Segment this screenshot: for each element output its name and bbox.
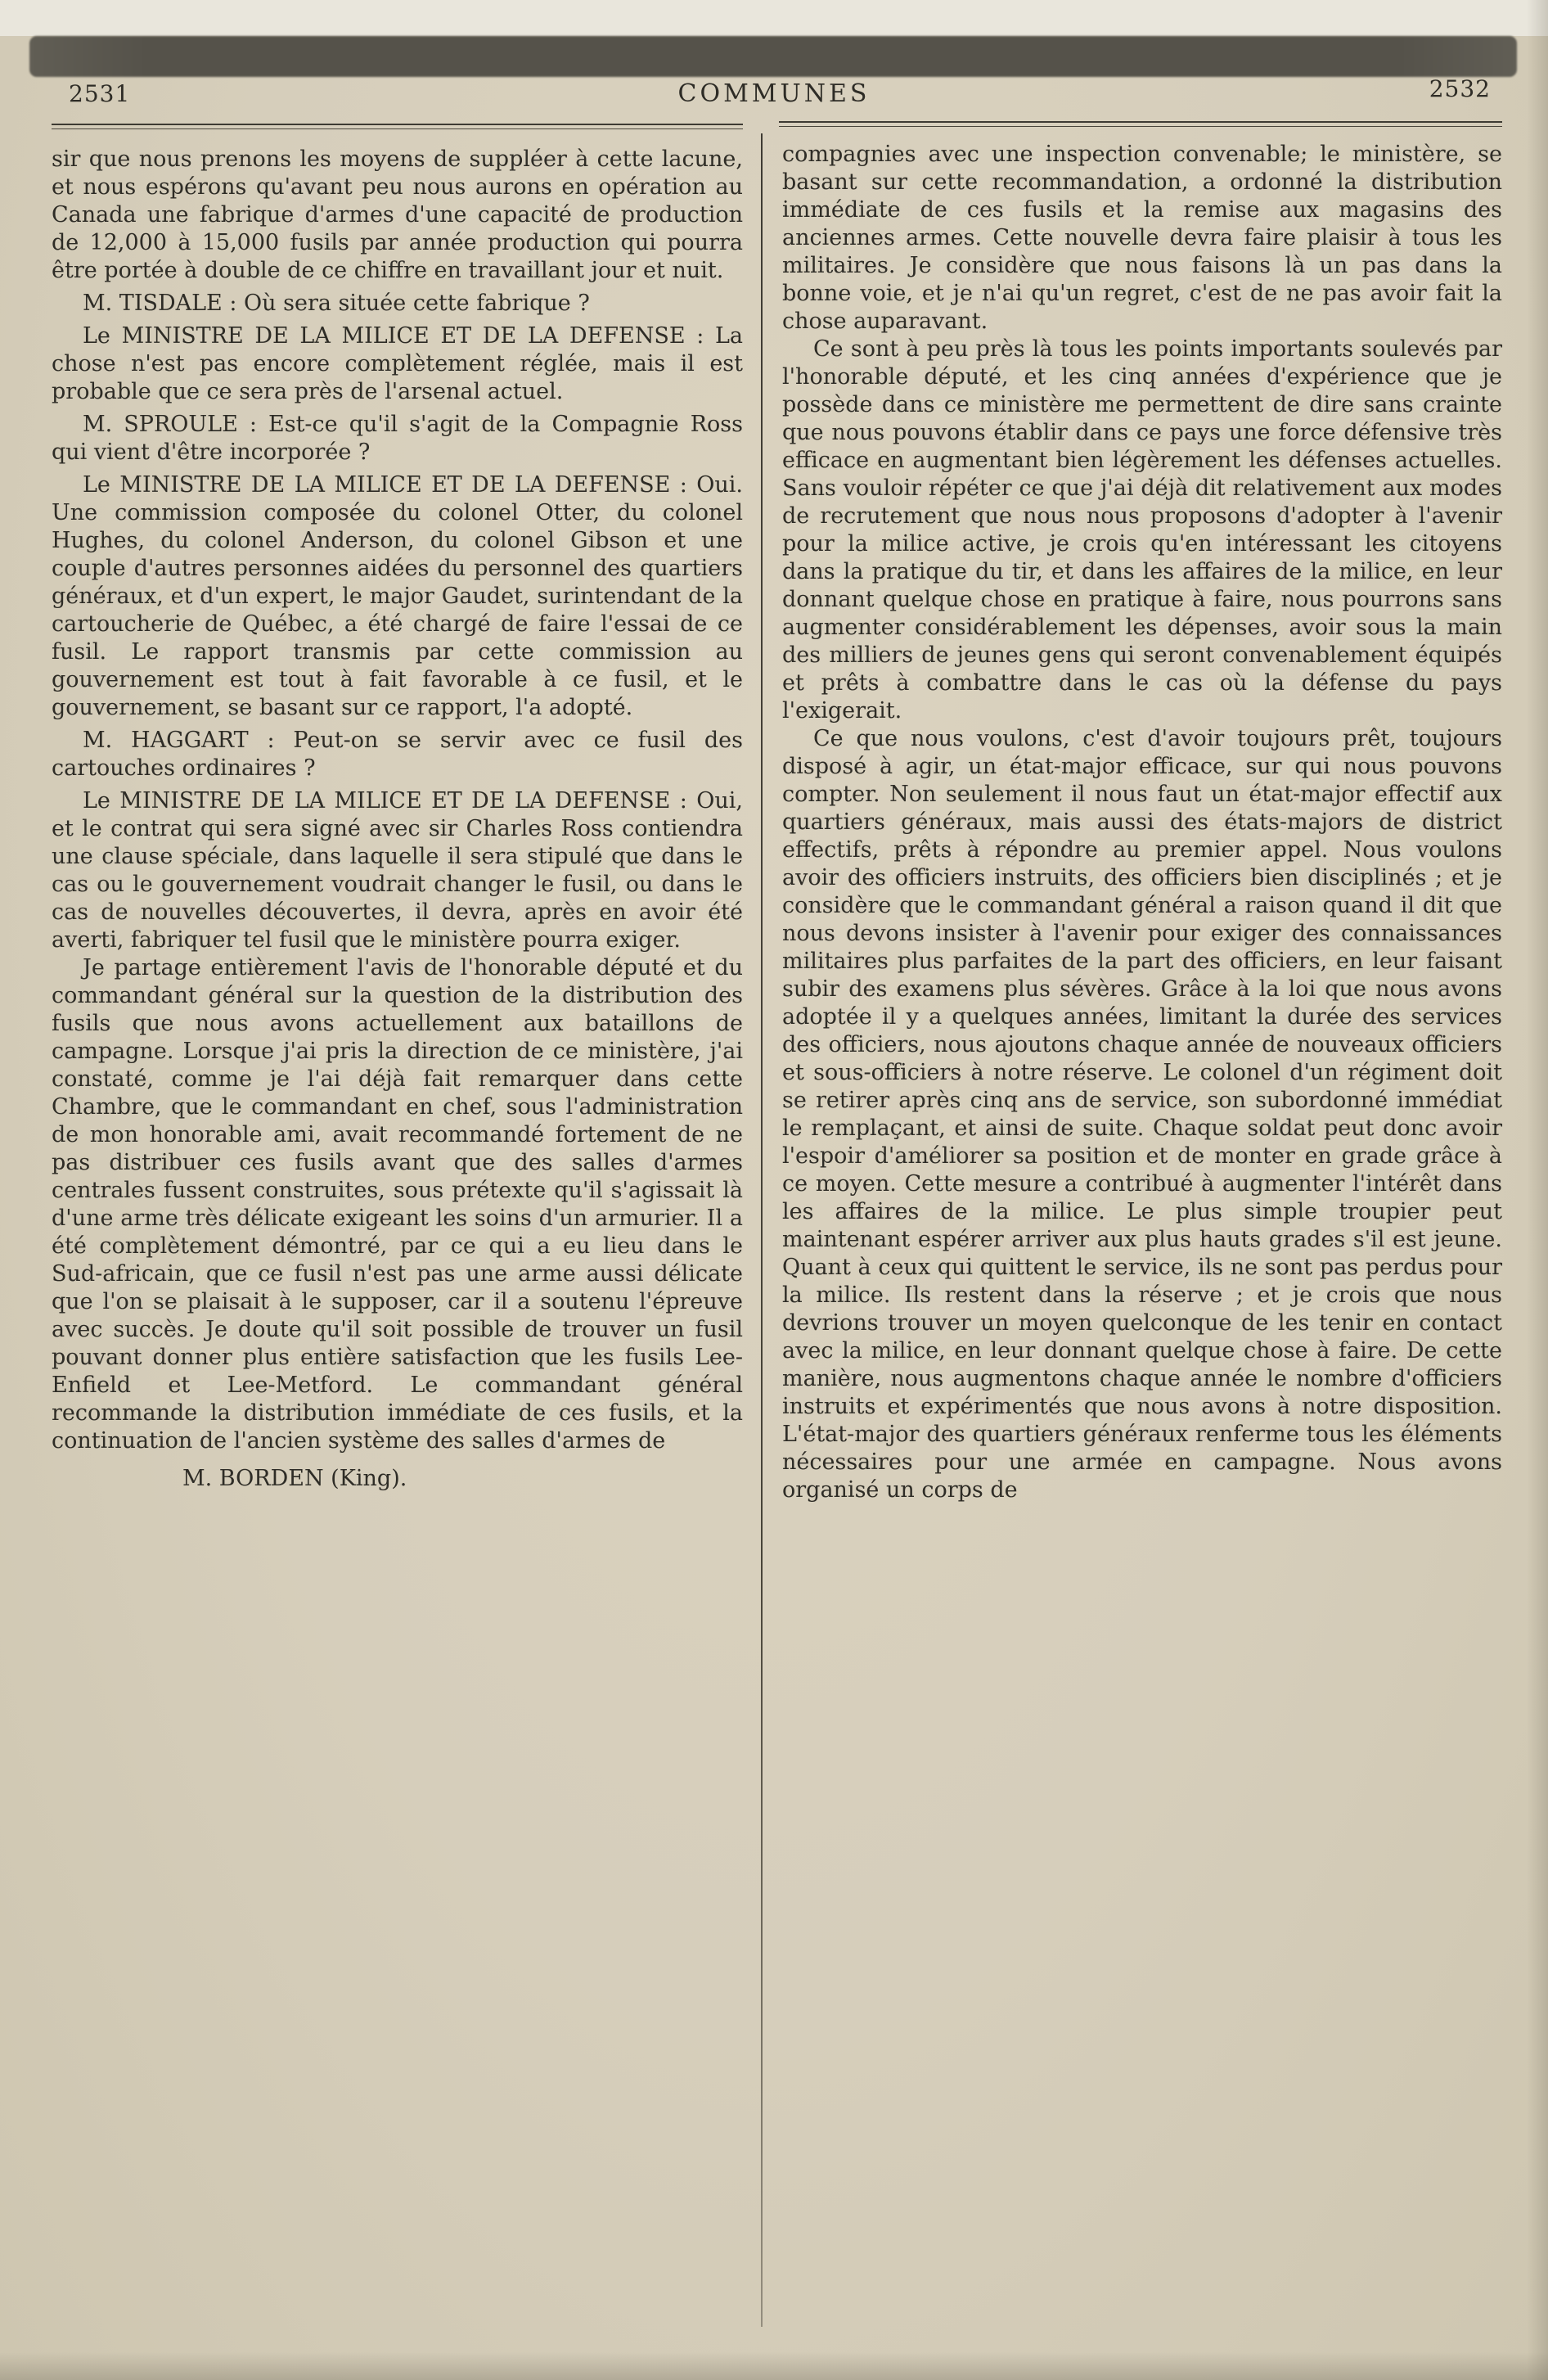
header-rule-right: [779, 121, 1502, 127]
speaker-continuation-note: M. BORDEN (King).: [182, 1466, 407, 1491]
speech-paragraph: M. TISDALE : Où sera située cette fabrique ?: [83, 291, 590, 316]
paragraph: sir que nous prenons les moyens de suppléer à cette lacune, et nous espérons qu'avant peu nous aurons en opération au Canada une fabrique d'armes d'une capacité de production de 12,000 à 15,000 fusils par année production qui pourra être portée à double de ce chiffre en travaillant jour et nuit.: [52, 146, 743, 283]
speech-paragraph: M. HAGGART : Peut-on se servir avec ce fusil des cartouches ordinaires ?: [52, 728, 743, 781]
paragraph: Je partage entièrement l'avis de l'honorable député et du commandant général sur la question de la distribution des fusils que nous avons actuellement aux bataillons de campagne. Lorsque j'ai pris la direction de ce ministère, j'ai constaté, comme je l'ai déjà fait remarquer dans cette Chambre, que le commandant en chef, sous l'administration de mon honorable ami, avait recommandé fortement de ne pas distribuer ces fusils avant que des salles d'armes centrales fussent construites, sous prétexte qu'il s'agissait là d'une arme très délicate exigeant les soins d'un armurier. Il a été complètement démontré, par ce qui a eu lieu dans le Sud-africain, que ce fusil n'est pas une arme aussi délicate que l'on se plaisait à le supposer, car il a soutenu l'épreuve avec succès. Je doute qu'il soit possible de trouver un fusil pouvant donner plus entière satisfaction que les fusils Lee-Enfield et Lee-Metford. Le commandant général recommande la distribution immédiate de ces fusils, et la continuation de l'ancien système des salles d'armes de: [52, 955, 743, 1454]
paragraph: Ce sont à peu près là tous les points importants soulevés par l'honorable député, et les cinq années d'expérience que je possède dans ce ministère me permettent de dire sans crainte que nous pouvons établir dans ce pays une force défensive très efficace en augmentant bien légèrement les défenses actuelles. Sans vouloir répéter ce que j'ai déjà dit relativement aux modes de recrutement que nous nous proposons d'adopter à l'avenir pour la milice active, je crois qu'en intéressant les citoyens dans la pratique du tir, et dans les affaires de la milice, en leur donnant quelque chose en pratique à faire, nous pourrons sans augmenter considérablement les dépenses, avoir sous la main des milliers de jeunes gens qui seront convenablement équipés et prêts à combattre dans le cas où la défense du pays l'exigerait.: [782, 336, 1502, 723]
right-column-text: [782, 141, 1502, 1504]
speech-paragraph: Le MINISTRE DE LA MILICE ET DE LA DEFENSE : Oui. Une commission composée du colonel Otter, du colonel Hughes, du colonel Anderson, du colonel Gibson et une couple d'autres personnes aidées du personnel des quartiers généraux, et d'un expert, le major Gaudet, surintendant de la cartoucherie de Québec, a été chargé de faire l'essai de ce fusil. Le rapport transmis par cette commission au gouvernement est tout à fait favorable à ce fusil, et le gouvernement, se basant sur ce rapport, l'a adopté.: [52, 472, 743, 720]
page-title: COMMUNES: [677, 79, 871, 108]
scan-bottom-edge-shade: [0, 2352, 1548, 2380]
text-column-right: [782, 141, 1502, 1504]
scan-top-margin: [0, 0, 1548, 36]
text-column-left: [52, 146, 743, 1493]
paragraph: compagnies avec une inspection convenable; le ministère, se basant sur cette recommandation, a ordonné la distribution immédiate de ces fusils et la remise aux magasins des anciennes armes. Cette nouvelle devra faire plaisir à tous les militaires. Je considère que nous faisons là un pas dans la bonne voie, et je n'ai qu'un regret, c'est de ne pas avoir fait la chose auparavant.: [782, 142, 1502, 334]
column-divider-rule: [761, 133, 763, 2327]
left-column-text: [52, 146, 743, 1455]
speech-paragraph: Le MINISTRE DE LA MILICE ET DE LA DEFENSE : La chose n'est pas encore complètement réglée, mais il est probable que ce sera près de l'arsenal actuel.: [52, 323, 743, 404]
paragraph: Ce que nous voulons, c'est d'avoir toujours prêt, toujours disposé à agir, un état-major efficace, sur qui nous pouvons compter. Non seulement il nous faut un état-major effectif aux quartiers généraux, mais aussi des états-majors de district effectifs, prêts à répondre au premier appel. Nous voulons avoir des officiers instruits, des officiers bien disciplinés ; et je considère que le commandant général a raison quand il dit que nous devons insister à l'avenir pour exiger des connaissances militaires plus parfaites de la part des officiers, en leur faisant subir des examens plus sévères. Grâce à la loi que nous avons adoptée il y a quelques années, limitant la durée des services des officiers, nous ajoutons chaque année de nouveaux officiers et sous-officiers à notre réserve. Le colonel d'un régiment doit se retirer après cinq ans de service, son subordonné immédiat le remplaçant, et ainsi de suite. Chaque soldat peut donc avoir l'espoir d'améliorer sa position et de monter en grade grâce à ce moyen. Cette mesure a contribué à augmenter l'intérêt dans les affaires de la milice. Le plus simple troupier peut maintenant espérer arriver aux plus hauts grades s'il est jeune. Quant à ceux qui quittent le service, ils ne sont pas perdus pour la milice. Ils restent dans la réserve ; et je crois que nous devrions trouver un moyen quelconque de les tenir en contact avec la milice, en leur donnant quelque chose à faire. De cette manière, nous augmentons chaque année le nombre d'officiers instruits et expérimentés que nous avons à notre disposition. L'état-major des quartiers généraux renferme tous les éléments nécessaires pour une armée en campagne. Nous avons organisé un corps de: [782, 726, 1502, 1503]
column-number-left: 2531: [69, 80, 131, 107]
header-rule-left: [52, 124, 743, 129]
scan-right-edge-shade: [1527, 0, 1548, 2380]
scan-edge-artifact: [29, 36, 1517, 77]
speech-paragraph: Le MINISTRE DE LA MILICE ET DE LA DEFENSE : Oui, et le contrat qui sera signé avec sir Charles Ross contiendra une clause spéciale, dans laquelle il sera stipulé que dans le cas ou le gouvernement voudrait changer le fusil, ou dans le cas de nouvelles découvertes, il devra, après en avoir été averti, fabriquer tel fusil que le ministère pourra exiger.: [52, 788, 743, 953]
speech-paragraph: M. SPROULE : Est-ce qu'il s'agit de la Compagnie Ross qui vient d'être incorporée ?: [52, 412, 743, 465]
column-number-right: 2532: [1429, 75, 1491, 102]
